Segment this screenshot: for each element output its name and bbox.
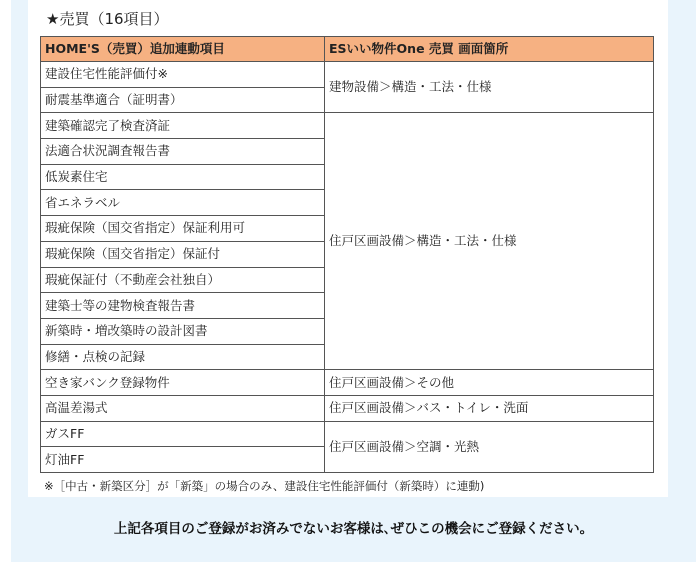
homes-item-cell: 法適合状況調査報告書: [41, 139, 325, 165]
homes-item-cell: 建築士等の建物検査報告書: [41, 293, 325, 319]
table-row: [41, 421, 654, 447]
header-homes-item: HOME'S（売買）追加連動項目: [41, 37, 325, 62]
es-screen-cell: 住戸区画設備＞構造・工法・仕様: [325, 113, 654, 370]
homes-item-cell: 修繕・点検の記録: [41, 344, 325, 370]
table-body: [41, 62, 654, 473]
table-row: [41, 113, 654, 139]
homes-item-cell: 瑕疵保険（国交省指定）保証利用可: [41, 216, 325, 242]
es-screen-cell: 住戸区画設備＞空調・光熱: [325, 421, 654, 472]
homes-item-cell: 建設住宅性能評価付※: [41, 62, 325, 88]
registration-notice: 上記各項目のご登録がお済みでないお客様は､ぜひこの機会にご登録ください。: [113, 521, 594, 537]
table-header-row: [41, 37, 654, 62]
homes-item-cell: 空き家バンク登録物件: [41, 370, 325, 396]
table-row: [41, 62, 654, 88]
homes-item-cell: 高温差湯式: [41, 395, 325, 421]
es-screen-cell: 住戸区画設備＞バス・トイレ・洗面: [325, 395, 654, 421]
homes-item-cell: 省エネラベル: [41, 190, 325, 216]
homes-item-cell: 建築確認完了検査済証: [41, 113, 325, 139]
section-title: ★売買（16項目）: [46, 10, 169, 28]
footnote: ※［中古・新築区分］が「新築」の場合のみ、建設住宅性能評価付（新築時）に連動): [44, 479, 485, 493]
homes-item-cell: 瑕疵保険（国交省指定）保証付: [41, 241, 325, 267]
table-row: [41, 370, 654, 396]
homes-item-cell: 瑕疵保証付（不動産会社独自）: [41, 267, 325, 293]
homes-item-cell: 新築時・増改築時の設計図書: [41, 318, 325, 344]
homes-item-cell: 耐震基準適合（証明書）: [41, 87, 325, 113]
es-screen-cell: 建物設備＞構造・工法・仕様: [325, 62, 654, 113]
homes-item-cell: 低炭素住宅: [41, 164, 325, 190]
header-es-screen: ESいい物件One 売買 画面箇所: [325, 37, 654, 62]
homes-item-cell: ガスFF: [41, 421, 325, 447]
table-row: [41, 395, 654, 421]
mapping-table: [40, 36, 654, 473]
homes-item-cell: 灯油FF: [41, 447, 325, 473]
es-screen-cell: 住戸区画設備＞その他: [325, 370, 654, 396]
